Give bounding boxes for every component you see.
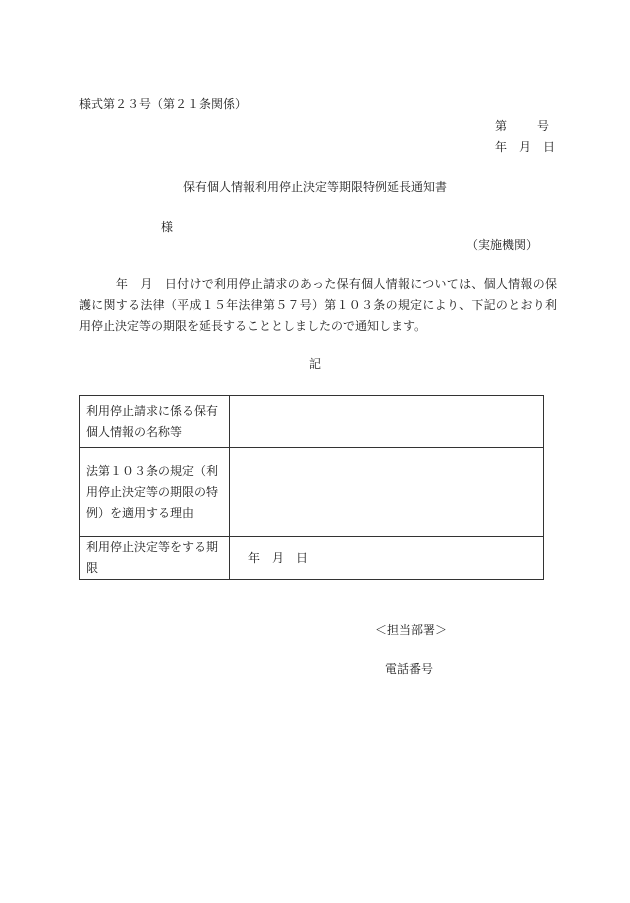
extension-reason-value xyxy=(230,448,544,537)
phone-number: 電話番号 xyxy=(385,662,434,676)
extension-reason-label: 法第１０３条の規定（利用停止決定等の期限の特例）を適用する理由 xyxy=(80,448,230,537)
document-number-suffix: 号 xyxy=(537,119,550,133)
implementing-agency: （実施機関） xyxy=(466,238,539,252)
document-number-prefix: 第 xyxy=(495,119,508,133)
date-month: 月 xyxy=(519,140,532,154)
department: ＜担当部署＞ xyxy=(375,623,448,637)
addressee: 様 xyxy=(161,220,174,234)
table-row xyxy=(80,448,544,537)
document-date xyxy=(495,138,555,155)
deadline-day: 日 xyxy=(296,550,309,565)
form-number: 様式第２３号（第２１条関係） xyxy=(79,97,248,111)
date-day: 日 xyxy=(543,140,556,154)
deadline-month: 月 xyxy=(272,550,285,565)
decision-deadline-label: 利用停止決定等をする期限 xyxy=(80,537,230,580)
body-paragraph: 年 月 日付けで利用停止請求のあった保有個人情報については、個人情報の保護に関する法律（平成１５年法律第５７号）第１０３条の規定により、下記のとおり利用停止決定等の期限を延長することとしましたので通知します。 xyxy=(79,277,557,333)
table-row xyxy=(80,537,544,580)
personal-info-name-value xyxy=(230,396,544,448)
table-row xyxy=(80,396,544,448)
ki-heading: 記 xyxy=(308,357,321,371)
document-number xyxy=(495,117,549,134)
personal-info-name-label: 利用停止請求に係る保有個人情報の名称等 xyxy=(80,396,230,448)
decision-deadline-value xyxy=(230,537,544,580)
document-title: 保有個人情報利用停止決定等期限特例延長通知書 xyxy=(182,180,447,194)
details-table xyxy=(79,395,544,580)
deadline-year: 年 xyxy=(248,550,261,565)
date-year: 年 xyxy=(495,140,508,154)
